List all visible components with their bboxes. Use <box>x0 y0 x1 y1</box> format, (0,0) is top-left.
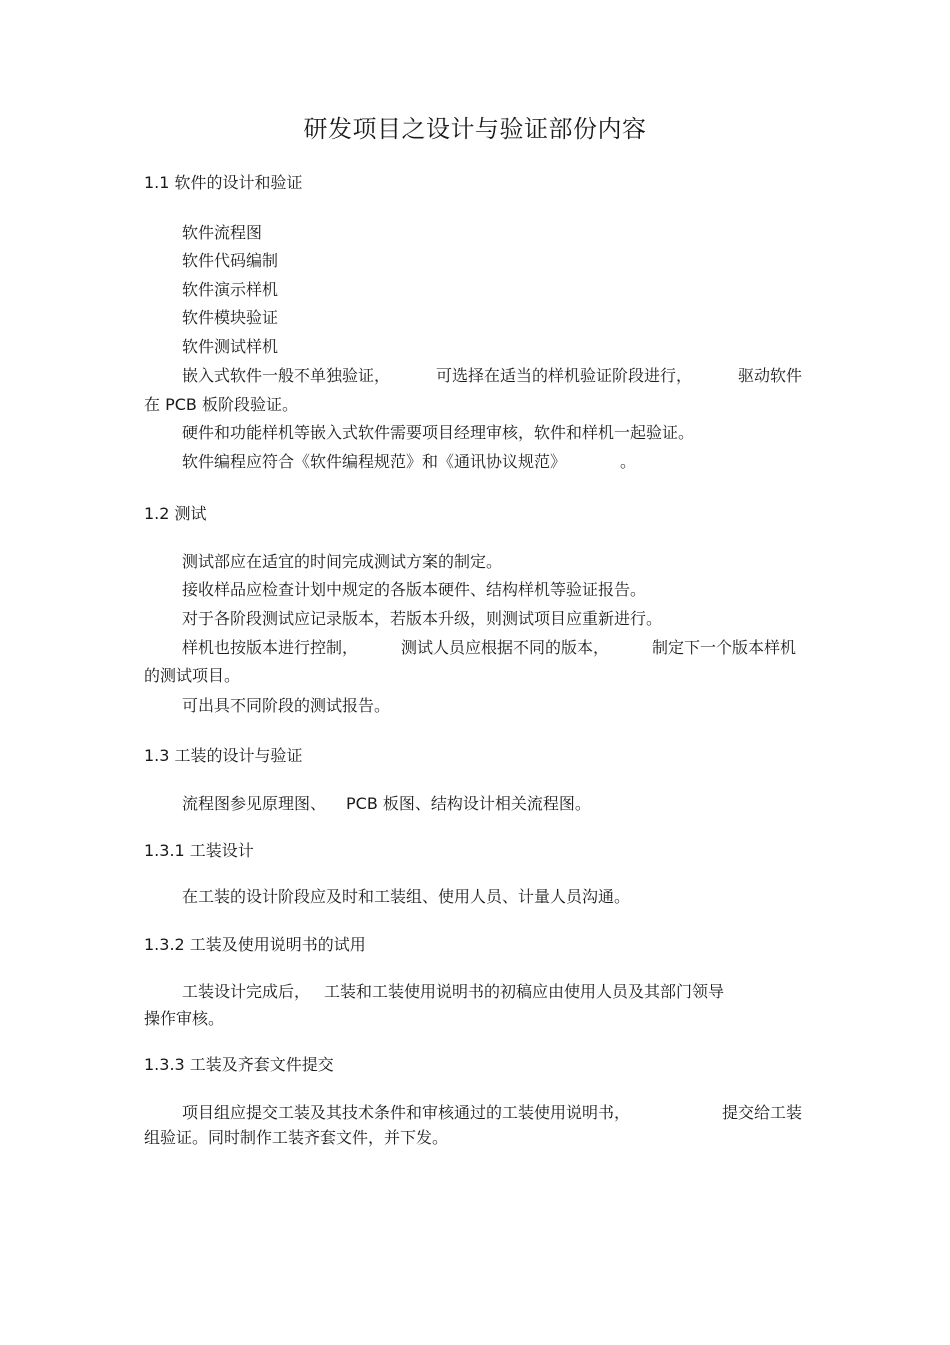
list-item: 软件测试样机 <box>182 337 279 356</box>
text-segment: PCB 板图、结构设计相关流程图。 <box>346 794 591 813</box>
paragraph-line: 在工装的设计阶段应及时和工装组、使用人员、计量人员沟通。 <box>182 887 631 906</box>
text-segment: 。 <box>619 452 636 471</box>
text-segment: 流程图参见原理图、 <box>182 794 327 813</box>
text-segment: 软件编程应符合《软件编程规范》和《通讯协议规范》 <box>182 452 567 471</box>
text-segment: 工装和工装使用说明书的初稿应由使用人员及其部门领导 <box>324 982 725 1001</box>
section-1-3-2-heading: 1.3.2 工装及使用说明书的试用 <box>144 935 366 954</box>
section-1-3-heading: 1.3 工装的设计与验证 <box>144 746 303 765</box>
paragraph-line <box>182 451 636 473</box>
list-item: 软件代码编制 <box>182 251 279 270</box>
section-1-2-heading: 1.2 测试 <box>144 504 207 523</box>
text-segment: 可选择在适当的样机验证阶段进行， <box>435 366 692 385</box>
text-segment: 驱动软件 <box>737 366 802 385</box>
paragraph-line: 操作审核。 <box>144 1009 225 1028</box>
text-segment: 测试人员应根据不同的版本， <box>400 638 609 657</box>
text-segment: 工装设计完成后， <box>182 982 311 1001</box>
paragraph-line <box>182 1102 802 1124</box>
paragraph-line: 硬件和功能样机等嵌入式软件需要项目经理审核，软件和样机一起验证。 <box>182 423 695 442</box>
list-item: 软件流程图 <box>182 223 263 242</box>
paragraph-line <box>182 981 724 1003</box>
text-segment: 嵌入式软件一般不单独验证， <box>182 366 391 385</box>
paragraph-line: 接收样品应检查计划中规定的各版本硬件、结构样机等验证报告。 <box>182 580 647 599</box>
paragraph-line: 可出具不同阶段的测试报告。 <box>182 696 391 715</box>
text-segment: 样机也按版本进行控制， <box>182 638 359 657</box>
section-1-3-1-heading: 1.3.1 工装设计 <box>144 841 254 860</box>
list-item: 软件演示样机 <box>182 280 279 299</box>
paragraph-line: 组验证。同时制作工装齐套文件，并下发。 <box>144 1128 449 1147</box>
paragraph-line: 在 PCB 板阶段验证。 <box>144 395 298 414</box>
section-1-1-heading: 1.1 软件的设计和验证 <box>144 173 303 192</box>
paragraph-line <box>182 793 591 815</box>
list-item: 软件模块验证 <box>182 308 279 327</box>
paragraph-line <box>182 365 802 387</box>
text-segment: 制定下一个版本样机 <box>651 638 796 657</box>
section-1-3-3-heading: 1.3.3 工装及齐套文件提交 <box>144 1055 334 1074</box>
paragraph-line: 对于各阶段测试应记录版本，若版本升级，则测试项目应重新进行。 <box>182 609 663 628</box>
paragraph-line: 测试部应在适宜的时间完成测试方案的制定。 <box>182 552 503 571</box>
paragraph-line <box>182 637 796 659</box>
document-title: 研发项目之设计与验证部份内容 <box>303 115 647 143</box>
text-segment: 项目组应提交工装及其技术条件和审核通过的工装使用说明书， <box>182 1103 631 1122</box>
paragraph-line: 的测试项目。 <box>144 666 241 685</box>
text-segment: 提交给工装 <box>721 1103 802 1122</box>
